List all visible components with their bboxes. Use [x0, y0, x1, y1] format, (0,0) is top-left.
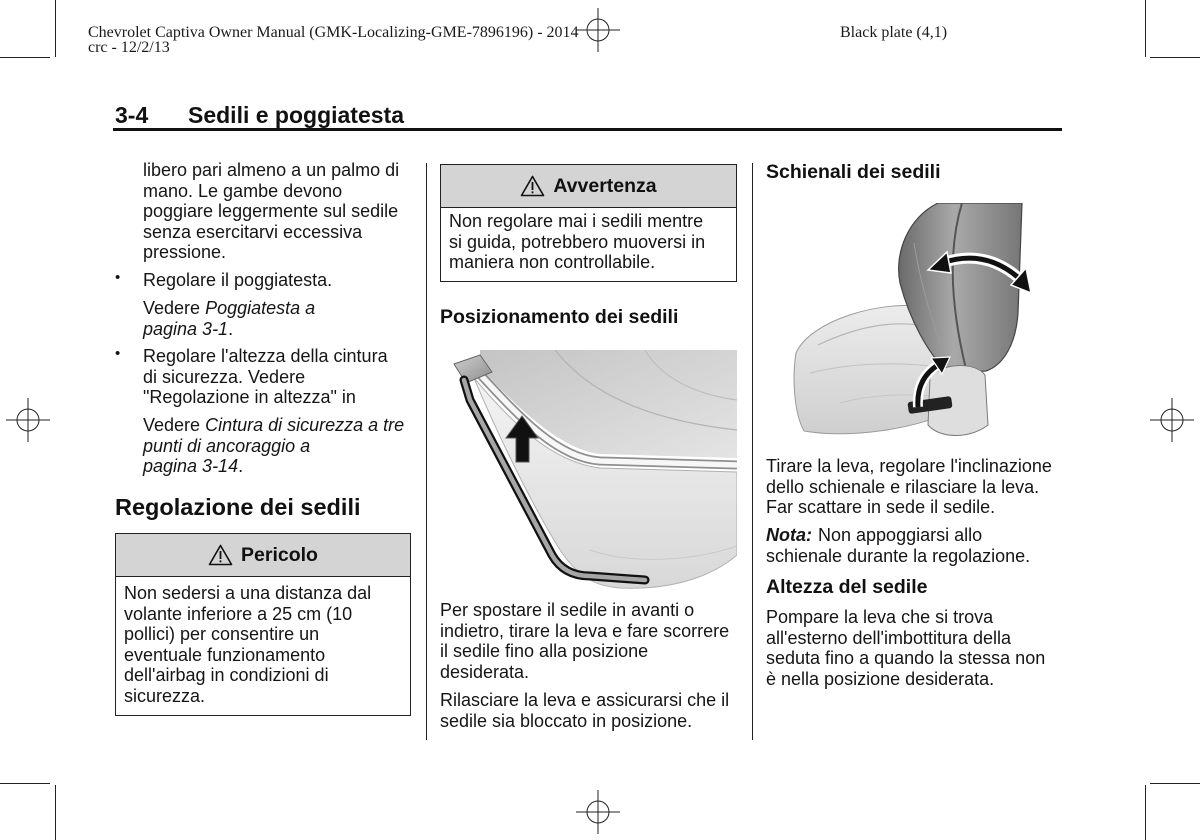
registration-mark-icon [576, 8, 620, 52]
text-line: all'esterno dell'imbottitura della [766, 627, 1012, 648]
reference-text: pagina 3-14 [143, 456, 239, 477]
header-rule [113, 128, 1062, 131]
column-divider [426, 163, 427, 740]
text-line: si guida, potrebbero muoversi in [449, 231, 706, 252]
text-line: seduta fino a quando la stessa non [766, 648, 1046, 669]
page-number: 3-4 [115, 102, 149, 128]
registration-mark-icon [6, 398, 50, 442]
text-line: eventuale funzionamento [124, 644, 326, 665]
text-line: dell'airbag in condizioni di [124, 665, 329, 686]
warning-box [440, 164, 737, 282]
crop-mark [0, 783, 50, 784]
doc-date: crc - 12/2/13 [88, 39, 170, 56]
bullet-item-headrest [115, 269, 333, 291]
text-line [143, 298, 315, 319]
column-divider [752, 163, 753, 740]
text-line: desiderata. [440, 661, 530, 682]
see-word: Vedere [143, 415, 201, 435]
text-line: poggiare leggermente sul sedile [143, 201, 399, 222]
text-line: Far scattare in sede il sedile. [766, 497, 996, 518]
warning-box-header [441, 165, 736, 208]
crop-mark [0, 57, 50, 58]
note [766, 525, 1030, 566]
text-line [143, 415, 404, 436]
text-line: dello schienale e rilasciare la leva. [766, 476, 1040, 497]
see-word: Vedere [143, 298, 201, 318]
text-line: Tirare la leva, regolare l'inclinazione [766, 456, 1052, 476]
text-line: maniera non controllabile. [449, 252, 656, 273]
text-line: Rilasciare la leva e assicurarsi che il [440, 690, 730, 710]
text-line: schienale durante la regolazione. [766, 545, 1031, 566]
text-line: "Regolazione in altezza" in [143, 387, 356, 408]
paragraph [440, 600, 729, 682]
text-line: Non sedersi a una distanza dal [124, 583, 372, 603]
section-title: Regolazione dei sedili [115, 494, 361, 520]
text-line: libero pari almeno a un palmo di [143, 160, 400, 180]
text-line: è nella posizione desiderata. [766, 668, 995, 689]
warning-triangle-icon [520, 175, 545, 197]
paragraph [766, 607, 1045, 689]
text-line: sicurezza. [124, 685, 206, 706]
crop-mark [55, 785, 56, 840]
warning-body [441, 208, 736, 273]
intro-paragraph [143, 160, 399, 263]
text-line [143, 319, 315, 340]
text-line: Regolare l'altezza della cintura [143, 346, 388, 366]
bullet-icon: • [115, 345, 121, 362]
text-line: pollici) per consentire un [124, 624, 320, 645]
reference-end: . [228, 318, 234, 339]
text-line: Regolare il poggiatesta. [143, 270, 333, 290]
text-line: indietro, tirare la leva e fare scorrere [440, 620, 730, 641]
text-line: pressione. [143, 242, 227, 263]
subsection-title: Posizionamento dei sedili [440, 306, 679, 328]
seat-slide-illustration [440, 350, 737, 592]
subsection-title: Schienali dei sedili [766, 161, 941, 183]
crop-mark [1150, 57, 1200, 58]
paragraph [440, 690, 729, 731]
crop-mark [55, 0, 56, 57]
reference-text: Poggiatesta a [205, 298, 316, 318]
warning-triangle-icon [208, 544, 233, 566]
text-line: Per spostare il sedile in avanti o [440, 600, 695, 620]
danger-box-header [116, 534, 410, 577]
doc-title: Chevrolet Captiva Owner Manual (GMK-Localizing-GME-7896196) - 2014 [88, 24, 579, 41]
note-text: Non appoggiarsi allo [818, 525, 983, 545]
subsection-title: Altezza del sedile [766, 576, 928, 598]
text-line: Pompare la leva che si trova [766, 607, 994, 627]
cross-reference [143, 415, 404, 477]
crop-mark [1145, 0, 1146, 57]
text-line: mano. Le gambe devono [143, 180, 343, 201]
crop-mark [1150, 783, 1200, 784]
seatback-recline-illustration [790, 203, 1035, 443]
text-line: Non regolare mai i sedili mentre [449, 211, 704, 231]
text-line: di sicurezza. Vedere [143, 366, 306, 387]
warning-title: Avvertenza [553, 174, 657, 197]
reference-text: pagina 3-1 [143, 318, 229, 339]
note-label: Nota: [766, 525, 812, 545]
registration-mark-icon [576, 790, 620, 834]
reference-end: . [238, 456, 244, 477]
text-line [766, 525, 1030, 546]
registration-mark-icon [1150, 398, 1194, 442]
page-title: Sedili e poggiatesta [188, 102, 404, 128]
danger-title: Pericolo [241, 543, 318, 566]
cross-reference [143, 298, 315, 339]
text-line [143, 456, 404, 477]
text-line: senza esercitarvi eccessiva [143, 221, 363, 242]
text-line: volante inferiore a 25 cm (10 [124, 603, 353, 624]
danger-body [116, 577, 410, 707]
bullet-icon: • [115, 269, 121, 286]
reference-text: punti di ancoraggio a [143, 435, 311, 456]
text-line: sedile sia bloccato in posizione. [440, 710, 693, 731]
text-line: il sedile fino alla posizione [440, 641, 649, 662]
reference-text: Cintura di sicurezza a tre [205, 415, 405, 435]
paragraph [766, 456, 1052, 518]
plate-label: Black plate (4,1) [840, 24, 948, 41]
crop-mark [1145, 785, 1146, 840]
danger-box [115, 533, 411, 716]
bullet-item-belt-height [115, 345, 388, 408]
